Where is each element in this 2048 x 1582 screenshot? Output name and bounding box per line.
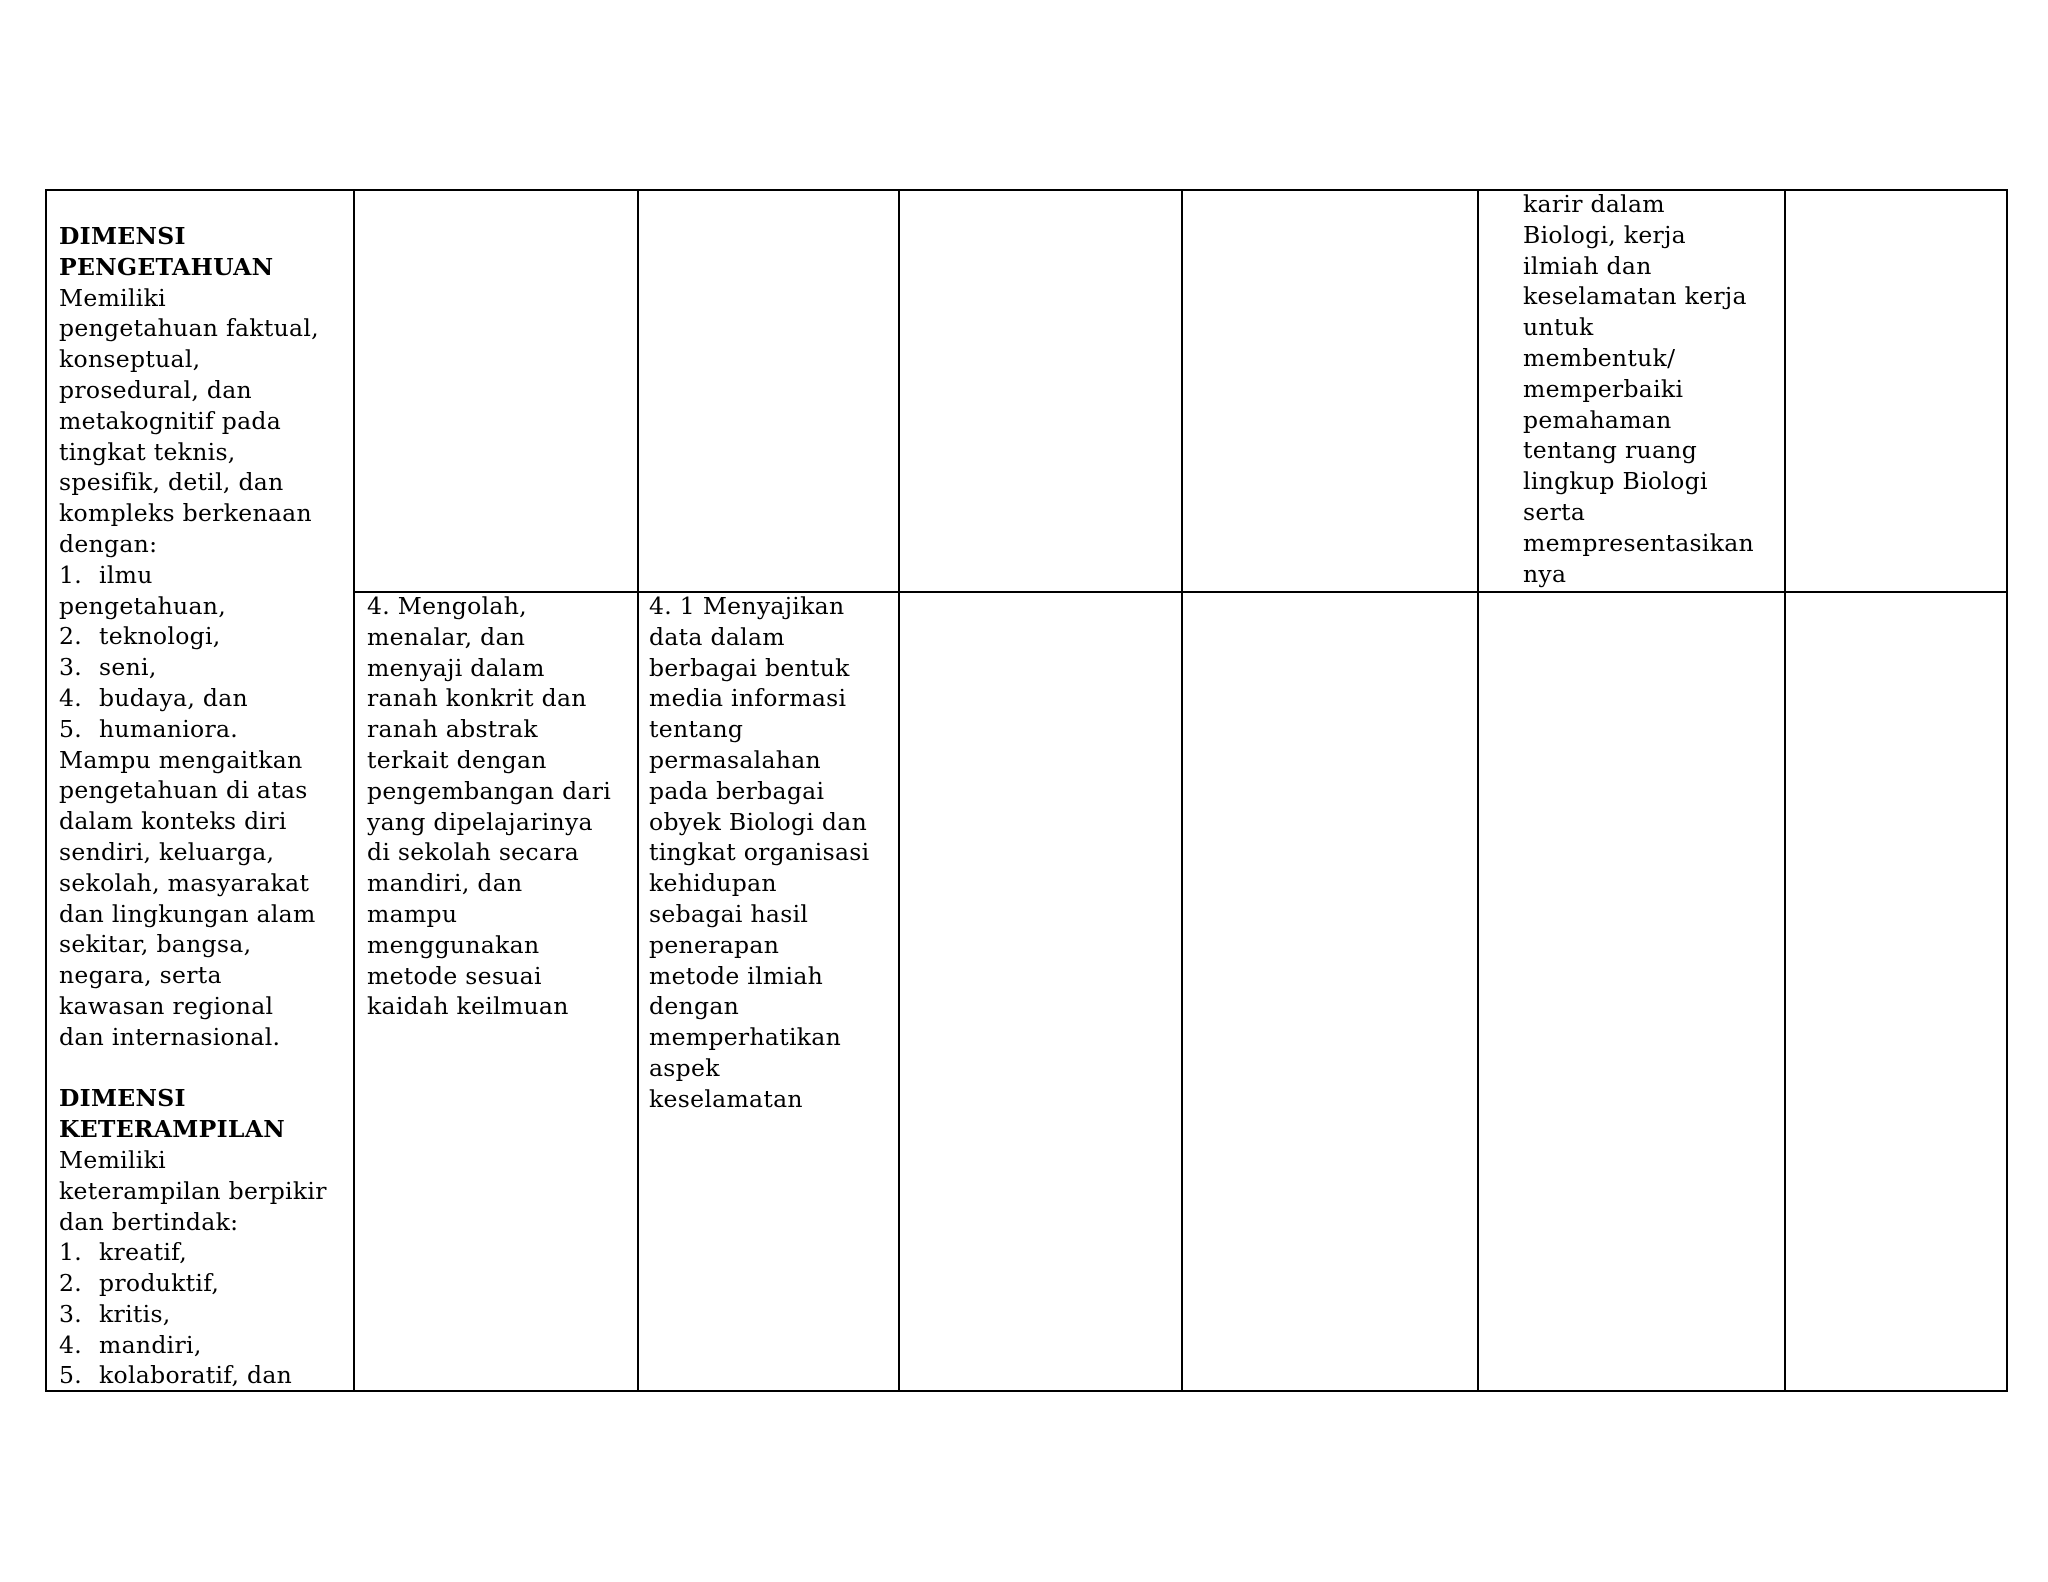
text-line: keselamatan [649, 1084, 803, 1113]
list-item [59, 1268, 327, 1299]
list-number: 1. [59, 560, 83, 589]
list-number: 2. [59, 1269, 83, 1298]
list-text: kolaboratif, dan [99, 1361, 293, 1390]
text-line: penerapan [649, 930, 780, 959]
list-number: 1. [59, 1238, 83, 1267]
text-line: tingkat organisasi [649, 838, 870, 867]
list-item [59, 652, 327, 683]
list-number: 3. [59, 653, 83, 682]
list-text: kritis, [99, 1299, 171, 1328]
list-number: 4. [59, 1330, 83, 1359]
text-line: ilmiah dan [1523, 251, 1652, 280]
list-item [59, 714, 327, 745]
list-text: budaya, dan [99, 683, 248, 712]
heading-dimensi-keterampilan-2: KETERAMPILAN [59, 1115, 286, 1144]
text-line: menalar, dan [367, 622, 526, 651]
curriculum-table [45, 189, 2008, 1392]
text-line: karir dalam [1523, 190, 1665, 218]
text-line: sekitar, bangsa, [59, 930, 252, 959]
text-line: terkait dengan [367, 745, 547, 774]
list-number: 5. [59, 714, 83, 743]
text-line: berbagai bentuk [649, 653, 850, 682]
text-line: membentuk/ [1523, 343, 1676, 372]
text-line: serta [1523, 497, 1586, 526]
list-text: kreatif, [99, 1238, 188, 1267]
text-line: prosedural, dan [59, 375, 252, 404]
list-number: 4. [59, 683, 83, 712]
blank-line [59, 1053, 327, 1084]
text-line: keterampilan berpikir [59, 1176, 327, 1205]
text-line: 4. 1 Menyajikan [649, 592, 845, 620]
text-line: ranah abstrak [367, 715, 538, 744]
list-item [59, 621, 327, 652]
text-line: ranah konkrit dan [367, 684, 587, 713]
column-divider-4 [1181, 191, 1183, 1390]
list-item-continuation: pengetahuan, [59, 591, 226, 620]
text-line: tentang [649, 715, 744, 744]
text-line: konseptual, [59, 345, 201, 374]
text-line: metode sesuai [367, 961, 542, 990]
text-line: pengetahuan faktual, [59, 314, 319, 343]
list-item [59, 1237, 327, 1268]
cell-row2-col3 [649, 591, 869, 1115]
text-line: Biologi, kerja [1523, 220, 1686, 249]
text-line: mampu [367, 899, 458, 928]
text-line: metakognitif pada [59, 406, 282, 435]
text-line: tentang ruang [1523, 436, 1698, 465]
text-line: memperhatikan [649, 1023, 842, 1052]
text-line: kawasan regional [59, 991, 274, 1020]
text-line: lingkup Biologi [1523, 467, 1708, 496]
list-item [59, 683, 327, 714]
text-line: pengetahuan di atas [59, 776, 308, 805]
text-line: dan bertindak: [59, 1207, 239, 1236]
list-number: 2. [59, 622, 83, 651]
text-line: dalam konteks diri [59, 807, 287, 836]
list-item [59, 560, 327, 591]
text-line: yang dipelajarinya [367, 807, 593, 836]
list-text: produktif, [99, 1269, 220, 1298]
list-number: 3. [59, 1299, 83, 1328]
text-line: dengan [649, 992, 740, 1021]
text-line: metode ilmiah [649, 961, 824, 990]
text-line: kompleks berkenaan [59, 499, 312, 528]
list-item [59, 1360, 327, 1391]
list-text: seni, [99, 653, 157, 682]
column-divider-5 [1477, 191, 1479, 1390]
text-line: tingkat teknis, [59, 437, 236, 466]
list-text: ilmu [99, 560, 153, 589]
text-line: negara, serta [59, 961, 222, 990]
text-line: mempresentasikan [1523, 528, 1754, 557]
list-item [59, 1299, 327, 1330]
text-line: sendiri, keluarga, [59, 837, 275, 866]
text-line: di sekolah secara [367, 838, 579, 867]
text-line: dengan: [59, 529, 158, 558]
text-line: memperbaiki [1523, 374, 1684, 403]
cell-row1-col6 [1523, 189, 1754, 589]
list-text: mandiri, [99, 1330, 202, 1359]
column-divider-1 [353, 191, 355, 1390]
text-line: kaidah keilmuan [367, 992, 569, 1021]
cell-dimensions [59, 221, 327, 1391]
cell-row2-col2 [367, 591, 611, 1022]
text-line: obyek Biologi dan [649, 807, 867, 836]
text-line: data dalam [649, 622, 785, 651]
text-line: menyaji dalam [367, 653, 545, 682]
list-number: 5. [59, 1361, 83, 1390]
heading-dimensi-pengetahuan-1: DIMENSI [59, 222, 186, 250]
text-line: permasalahan [649, 745, 821, 774]
column-divider-6 [1784, 191, 1786, 1390]
text-line: keselamatan kerja [1523, 282, 1747, 311]
text-line: dan internasional. [59, 1022, 281, 1051]
text-line: pemahaman [1523, 405, 1672, 434]
text-line: Memiliki [59, 1145, 166, 1174]
text-line: media informasi [649, 684, 847, 713]
heading-dimensi-pengetahuan-2: PENGETAHUAN [59, 252, 274, 281]
text-line: pada berbagai [649, 776, 825, 805]
text-line: sebagai hasil [649, 899, 809, 928]
list-text: humaniora. [99, 714, 239, 743]
column-divider-2 [637, 191, 639, 1390]
text-line: mandiri, dan [367, 869, 523, 898]
text-line: pengembangan dari [367, 776, 612, 805]
text-line: kehidupan [649, 869, 777, 898]
heading-dimensi-keterampilan-1: DIMENSI [59, 1084, 186, 1113]
text-line: aspek [649, 1053, 720, 1082]
text-line: 4. Mengolah, [367, 592, 527, 620]
text-line: Memiliki [59, 283, 166, 312]
list-item [59, 1330, 327, 1361]
text-line: untuk [1523, 313, 1594, 342]
text-line: sekolah, masyarakat [59, 868, 310, 897]
column-divider-3 [898, 191, 900, 1390]
text-line: Mampu mengaitkan [59, 745, 303, 774]
list-text: teknologi, [99, 622, 221, 651]
text-line: spesifik, detil, dan [59, 468, 284, 497]
text-line: menggunakan [367, 930, 540, 959]
text-line: nya [1523, 559, 1567, 588]
text-line: dan lingkungan alam [59, 899, 316, 928]
